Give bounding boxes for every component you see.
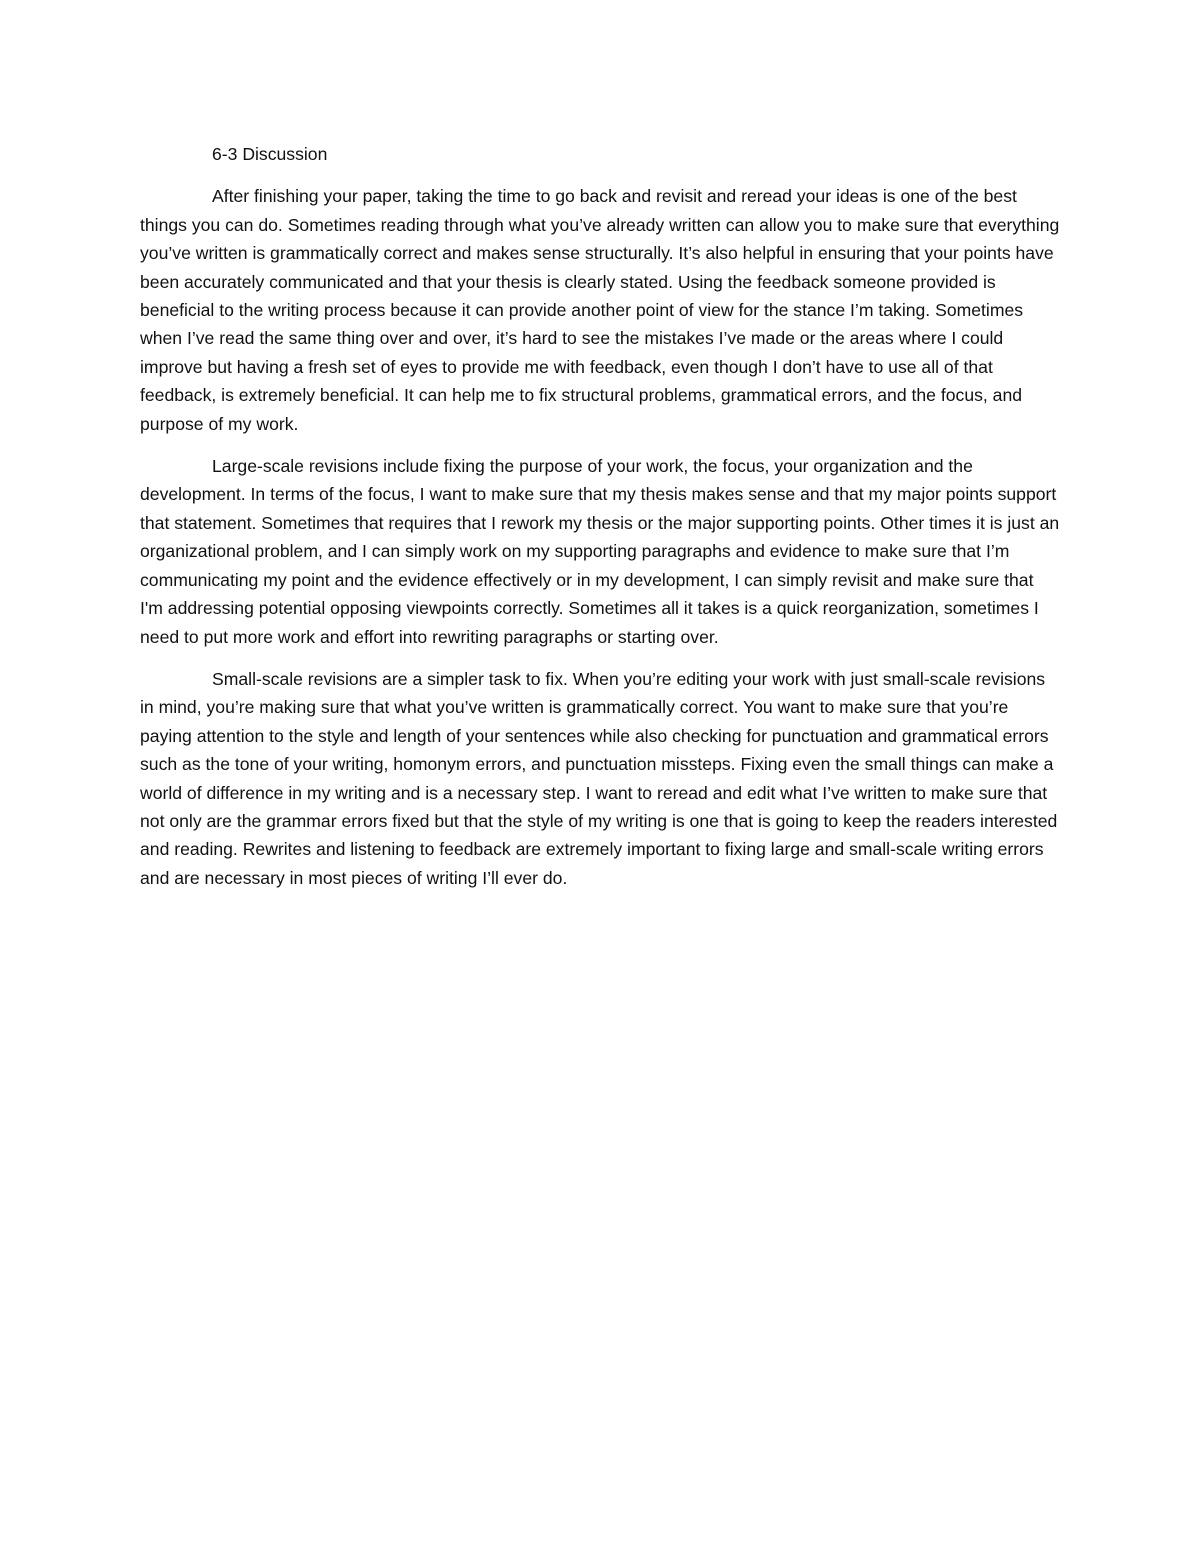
paragraph-3: Small-scale revisions are a simpler task to fix. When you’re editing your work with just small-scale revisions in mind, you’re making sure that what you’ve written is grammatically correct. You want to make sure that you’re paying attention to the style and length of your sentences while also checking for punctuation and grammatical errors such as the tone of your writing, homonym errors, and punctuation missteps. Fixing even the small things can make a world of difference in my writing and is a necessary step. I want to reread and edit what I’ve written to make sure that not only are the grammar errors fixed but that the style of my writing is one that is going to keep the readers interested and reading. Rewrites and listening to feedback are extremely important to fixing large and small-scale writing errors and are necessary in most pieces of writing I’ll ever do. — [140, 668, 1058, 888]
paragraph-1: After finishing your paper, taking the time to go back and revisit and reread your ideas is one of the best things you can do. Sometimes reading through what you’ve already written can allow you to make sure that everything you’ve written is grammatically correct and makes sense structurally. It’s also helpful in ensuring that your points have been accurately communicated and that your thesis is clearly stated. Using the feedback someone provided is beneficial to the writing process because it can provide another point of view for the stance I’m taking. Sometimes when I’ve read the same thing over and over, it’s hard to see the mistakes I’ve made or the areas where I could improve but having a fresh set of eyes to provide me with feedback, even though I don’t have to use all of that feedback, is extremely beneficial. It can help me to fix structural problems, grammatical errors, and the focus, and purpose of my work. — [140, 186, 1060, 434]
document-body — [140, 140, 1060, 906]
paragraph-2: Large-scale revisions include fixing the purpose of your work, the focus, your organization and the development. In terms of the focus, I want to make sure that my thesis makes sense and that my major points support that statement. Sometimes that requires that I rework my thesis or the major supporting points. Other times it is just an organizational problem, and I can simply work on my supporting paragraphs and evidence to make sure that I’m communicating my point and the evidence effectively or in my development, I can simply revisit and make sure that I'm addressing potential opposing viewpoints correctly. Sometimes all it takes is a quick reorganization, sometimes I need to put more work and effort into rewriting paragraphs or starting over. — [140, 456, 1060, 647]
document-title: 6-3 Discussion — [212, 144, 328, 164]
